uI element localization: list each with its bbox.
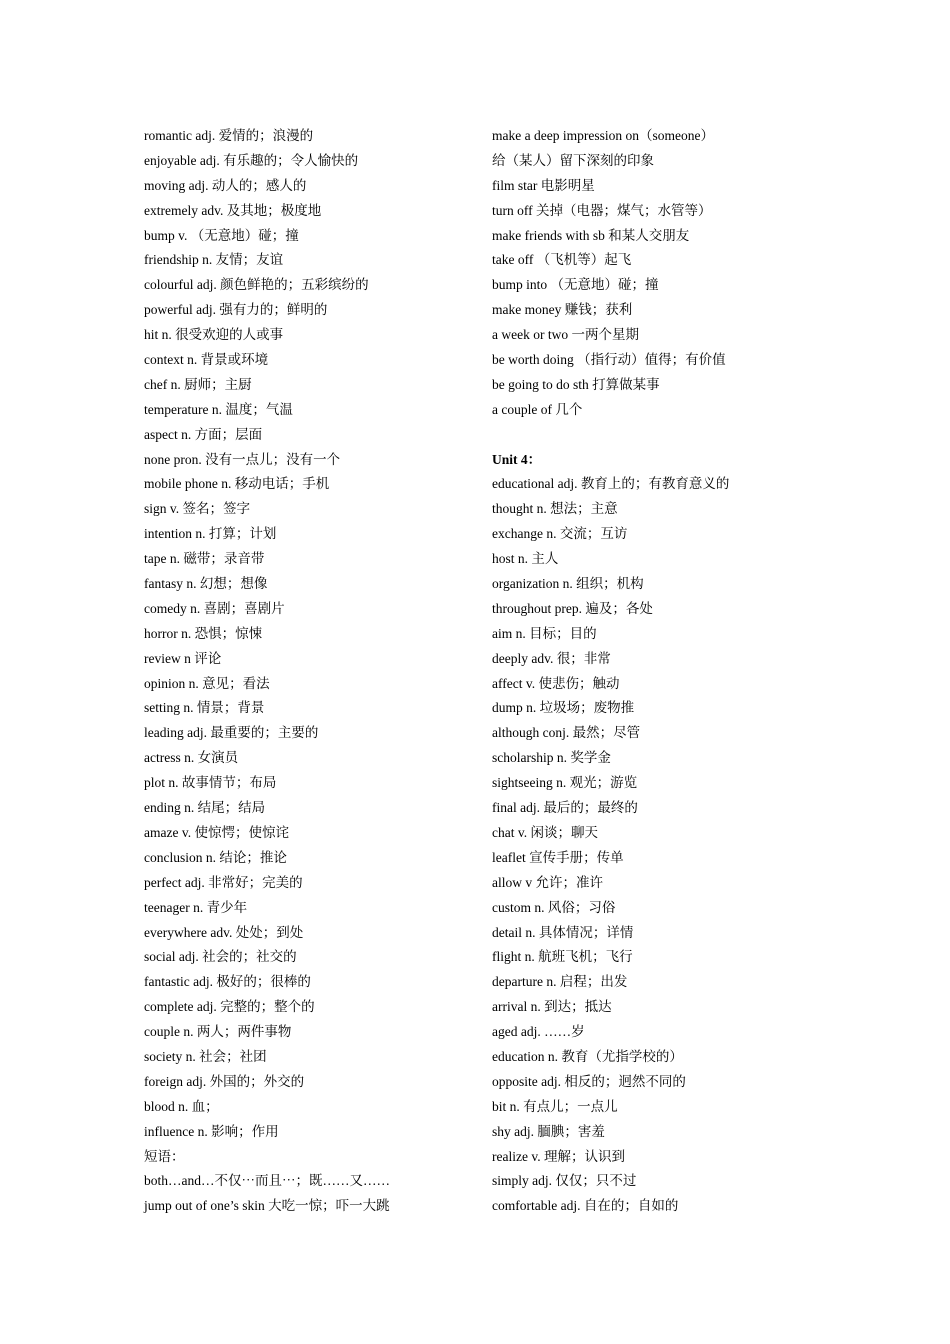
vocab-entry: make a deep impression on（someone） xyxy=(492,128,714,143)
vocab-entry: dump n. 垃圾场；废物推 xyxy=(492,700,635,716)
vocab-entry: mobile phone n. 移动电话；手机 xyxy=(144,476,330,492)
vocab-entry: couple n. 两人；两件事物 xyxy=(144,1024,292,1040)
vocab-entry: opinion n. 意见；看法 xyxy=(144,675,270,691)
vocab-entry: enjoyable adj. 有乐趣的；令人愉快的 xyxy=(144,152,359,168)
vocab-entry: everywhere adv. 处处；到处 xyxy=(144,924,304,940)
vocab-entry: sightseeing n. 观光；游览 xyxy=(492,775,638,791)
vocab-entry: a couple of 几个 xyxy=(492,401,583,417)
vocab-entry: a week or two 一两个星期 xyxy=(492,327,639,343)
vocab-entry: shy adj. 腼腆；害羞 xyxy=(492,1123,605,1139)
vocab-entry: film star 电影明星 xyxy=(492,177,595,193)
vocab-entry: be going to do sth 打算做某事 xyxy=(492,376,660,392)
vocab-entry: although conj. 最然；尽管 xyxy=(492,725,641,741)
vocab-entry: comedy n. 喜剧；喜剧片 xyxy=(144,600,285,616)
vocab-entry: powerful adj. 强有力的；鲜明的 xyxy=(144,302,328,318)
vocab-entry: departure n. 启程；出发 xyxy=(492,974,628,990)
vocab-entry: take off （飞机等）起飞 xyxy=(492,252,632,268)
vocab-entry: social adj. 社会的；社交的 xyxy=(144,949,297,965)
vocab-entry: flight n. 航班飞机；飞行 xyxy=(492,949,633,965)
vocab-entry: host n. 主人 xyxy=(492,551,559,567)
vocab-entry: tape n. 磁带；录音带 xyxy=(144,551,265,567)
vocab-entry: comfortable adj. 自在的；自如的 xyxy=(492,1198,679,1214)
vocab-entry: sign v. 签名；签字 xyxy=(144,501,251,517)
vocab-entry: deeply adv. 很；非常 xyxy=(492,650,611,666)
vocab-entry: context n. 背景或环境 xyxy=(144,352,269,368)
vocab-entry: scholarship n. 奖学金 xyxy=(492,750,611,766)
vocab-entry: simply adj. 仅仅；只不过 xyxy=(492,1173,637,1189)
vocab-entry: organization n. 组织；机构 xyxy=(492,576,644,592)
right-column xyxy=(492,124,792,1219)
vocab-entry: be worth doing （指行动）值得；有价值 xyxy=(492,352,726,368)
vocab-entry: leaflet 宣传手册；传单 xyxy=(492,849,624,865)
vocab-entry: extremely adv. 及其地；极度地 xyxy=(144,202,322,218)
vocab-entry: fantastic adj. 极好的；很棒的 xyxy=(144,974,311,990)
vocab-entry: final adj. 最后的；最终的 xyxy=(492,800,638,816)
vocab-entry: leading adj. 最重要的；主要的 xyxy=(144,725,319,741)
vocab-entry: make money 赚钱；获利 xyxy=(492,302,633,318)
vocab-entry: bit n. 有点儿；一点儿 xyxy=(492,1098,618,1114)
vocab-entry: teenager n. 青少年 xyxy=(144,899,248,915)
vocab-entry: moving adj. 动人的；感人的 xyxy=(144,177,307,193)
vocab-entry: realize v. 理解；认识到 xyxy=(492,1148,625,1164)
vocab-entry: temperature n. 温度；气温 xyxy=(144,401,293,417)
vocab-entry: horror n. 恐惧；惊悚 xyxy=(144,625,263,641)
vocab-entry: throughout prep. 遍及；各处 xyxy=(492,600,653,616)
vocab-entry: bump v. （无意地）碰；撞 xyxy=(144,227,299,243)
vocab-entry: plot n. 故事情节；布局 xyxy=(144,775,277,791)
unit-heading: Unit 4： xyxy=(492,451,542,467)
vocab-entry: arrival n. 到达；抵达 xyxy=(492,999,612,1015)
vocab-entry: aged adj. ……岁 xyxy=(492,1024,585,1040)
vocab-entry: aspect n. 方面；层面 xyxy=(144,426,263,442)
vocab-entry: detail n. 具体情况；详情 xyxy=(492,924,634,940)
vocab-entry: opposite adj. 相反的；迥然不同的 xyxy=(492,1073,686,1089)
vocab-entry: both…and…不仅⋯而且⋯；既……又…… xyxy=(144,1173,390,1189)
vocab-entry: actress n. 女演员 xyxy=(144,750,239,766)
vocab-entry: society n. 社会；社团 xyxy=(144,1048,267,1064)
blank-line xyxy=(492,423,792,448)
vocab-entry: friendship n. 友情；友谊 xyxy=(144,252,284,268)
phrases-heading: 短语： xyxy=(144,1148,185,1164)
vocab-entry: chat v. 闲谈；聊天 xyxy=(492,824,598,840)
vocab-entry: complete adj. 完整的；整个的 xyxy=(144,999,315,1015)
vocab-entry: influence n. 影响；作用 xyxy=(144,1123,279,1139)
vocab-entry: exchange n. 交流；互访 xyxy=(492,526,628,542)
vocab-entry: bump into （无意地）碰；撞 xyxy=(492,277,659,293)
vocab-entry: aim n. 目标；目的 xyxy=(492,625,597,641)
vocab-entry: conclusion n. 结论；推论 xyxy=(144,849,287,865)
vocab-entry: make friends with sb 和某人交朋友 xyxy=(492,227,690,243)
vocab-entry: hit n. 很受欢迎的人或事 xyxy=(144,327,284,343)
vocab-entry: amaze v. 使惊愕；使惊诧 xyxy=(144,824,289,840)
vocab-entry: review n 评论 xyxy=(144,650,222,666)
vocab-entry: foreign adj. 外国的；外交的 xyxy=(144,1073,305,1089)
vocab-entry: jump out of one’s skin 大吃一惊；吓一大跳 xyxy=(144,1198,390,1214)
vocab-entry: colourful adj. 颜色鲜艳的；五彩缤纷的 xyxy=(144,277,369,293)
vocab-entry: affect v. 使悲伤；触动 xyxy=(492,675,620,691)
vocab-entry: allow v 允许；准许 xyxy=(492,874,603,890)
vocab-entry: educational adj. 教育上的；有教育意义的 xyxy=(492,476,730,492)
vocab-entry: fantasy n. 幻想；想像 xyxy=(144,576,268,592)
vocab-entry: romantic adj. 爱情的；浪漫的 xyxy=(144,128,314,143)
vocab-entry: intention n. 打算；计划 xyxy=(144,526,277,542)
vocab-entry: none pron. 没有一点儿；没有一个 xyxy=(144,451,341,467)
vocab-entry: setting n. 情景；背景 xyxy=(144,700,265,716)
vocab-entry: perfect adj. 非常好；完美的 xyxy=(144,874,303,890)
left-column xyxy=(144,124,474,1219)
vocab-entry: ending n. 结尾；结局 xyxy=(144,800,266,816)
vocab-entry: education n. 教育（尤指学校的） xyxy=(492,1048,683,1064)
vocab-entry: thought n. 想法；主意 xyxy=(492,501,618,517)
vocab-entry: custom n. 风俗；习俗 xyxy=(492,899,616,915)
vocab-entry: chef n. 厨师；主厨 xyxy=(144,376,252,392)
vocab-entry: 给（某人）留下深刻的印象 xyxy=(492,152,654,168)
vocab-entry: turn off 关掉（电器；煤气；水管等） xyxy=(492,202,712,218)
vocab-entry: blood n. 血； xyxy=(144,1098,219,1114)
